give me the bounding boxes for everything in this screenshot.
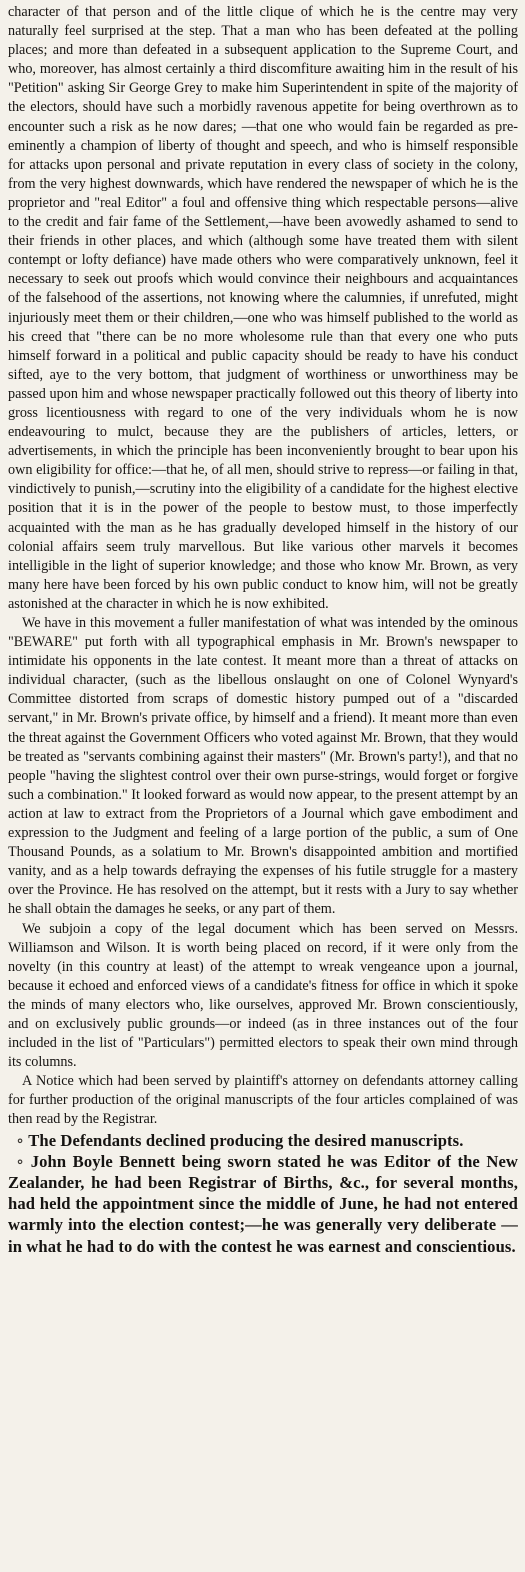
article-paragraph-2: We have in this movement a fuller manifestation of what was intended by the ominous "BEWARE" put forth with all typographical emphasis in Mr. Brown's newspaper to intimidate his opponents in the late contest. It meant more than a threat of attacks on individual character, (such as the libellous onslaught on one of Colonel Wynyard's Committee distorted from scraps of domestic history pumped out of a "discarded servant," in Mr. Brown's private office, by himself and a friend). It meant more than even the threat against the Government Officers who voted against Mr. Brown, that they would be treated as "servants combining against their masters" (Mr. Brown's party!), and that no people "having the slightest control over their own purse-strings, would forget or forgive such a combination." It looked forward as would now appear, to the present attempt by an action at law to extract from the Proprietors of a Journal which gave embodiment and expression to the Judgment and feeling of a large portion of the public, a sum of One Thousand Pounds, as a solatium to Mr. Brown's disappointed ambition and mortified vanity, and as a help towards defraying the expenses of his futile struggle for a mastery over the Province. He has resolved on the attempt, but it rests with a Jury to say whether he shall obtain the damages he seeks, or any part of them. xyxy=(8,615,518,918)
article-paragraph-4: A Notice which had been served by plaintiff's attorney on defendants attorney calling for further production of the original manuscripts of the four articles complained of was then read by the Registrar. xyxy=(8,1073,518,1128)
court-report-text-1: The Defendants declined producing the desired manuscripts. xyxy=(28,1130,464,1150)
article-paragraph-1: character of that person and of the little clique of which he is the centre may very naturally feel surprised at the step. That a man who has been defeated at the polling places; and more than defeated in a subsequent application to the Supreme Court, and who, moreover, has almost certainly a third discomfiture awaiting him in the result of his "Petition" asking Sir George Grey to make him Superintendent in spite of the majority of the electors, should have such a morbidly ravenous appetite for being overthrown as to encounter such a risk as he now dares; —that one who would fain be regarded as pre-eminently a champion of liberty of thought and speech, and who is himself responsible for attacks upon personal and private reputation in every class of society in the colony, from the very highest downwards, which have rendered the newspaper of which he is the proprietor and "real Editor" a foul and offensive thing which respectable persons—alive to the credit and fair fame of the Settlement,—have been avowedly ashamed to send to their friends in other places, and which (although some have treated them with silent contempt or lofty defiance) have made others who were comparatively unknown, feel it necessary to seek out proofs which would convince their neighbours and acquaintances of the falsehood of the assertions, not knowing where the calumnies, if unrefuted, might injuriously meet them or their children,—one who was himself published to the world as his creed that "there can be no more wholesome rule than that every one who puts himself forward in a political and public capacity should be ready to have his conduct sifted, aye to the very bottom, that judgment of worthiness or unworthiness may be passed upon him and whose newspaper practically followed out this theory of liberty into gross licentiousness with regard to one of the very individuals whom he is now endeavouring to mulct, because they are the publishers of articles, letters, or advertisements, in which the principle has been inconveniently brought to bear upon his own eligibility for office:—that he, of all men, should strive to repress—or failing in that, vindictively to punish,—scrutiny into the eligibility of a candidate for the highest elective position that it is in the power of the people to bestow must, to those imperfectly acquainted with the man as he has gradually developed himself in the history of our colonial affairs seem truly marvellous. But like various other marvels it becomes intelligible in the light of superior knowledge; and those who know Mr. Brown, as very many here have been forced by his own public conduct to know him, will not be greatly astonished at the character in which he is now exhibited. xyxy=(8,4,518,612)
court-report-paragraph-1 xyxy=(8,1130,518,1151)
paragraph-mark: ∘ xyxy=(16,1130,25,1150)
court-report-paragraph-2 xyxy=(8,1151,518,1257)
paragraph-mark: ∘ xyxy=(16,1151,25,1171)
court-report-text-2: John Boyle Bennett being sworn stated he was Editor of the New Zealander, he had been Registrar of Births, &c., for several months, had held the appointment since the middle of June, he had not entered warmly into the election contest;—he was generally very deliberate —in what he had to do with the contest he was earnest and conscientious. xyxy=(8,1151,518,1256)
article-paragraph-3: We subjoin a copy of the legal document which has been served on Messrs. Williamson and Wilson. It is worth being placed on record, if it were only from the novelty (in this country at least) of the attempt to wreak vengeance upon a journal, because it echoed and enforced views of a candidate's fitness for office in which it spoke the minds of many electors who, like ourselves, approved Mr. Brown conscientiously, and on exclusively public grounds—or indeed (as in three instances out of the four included in the list of "Particulars") permitted electors to speak their own mind through its columns. xyxy=(8,920,518,1071)
